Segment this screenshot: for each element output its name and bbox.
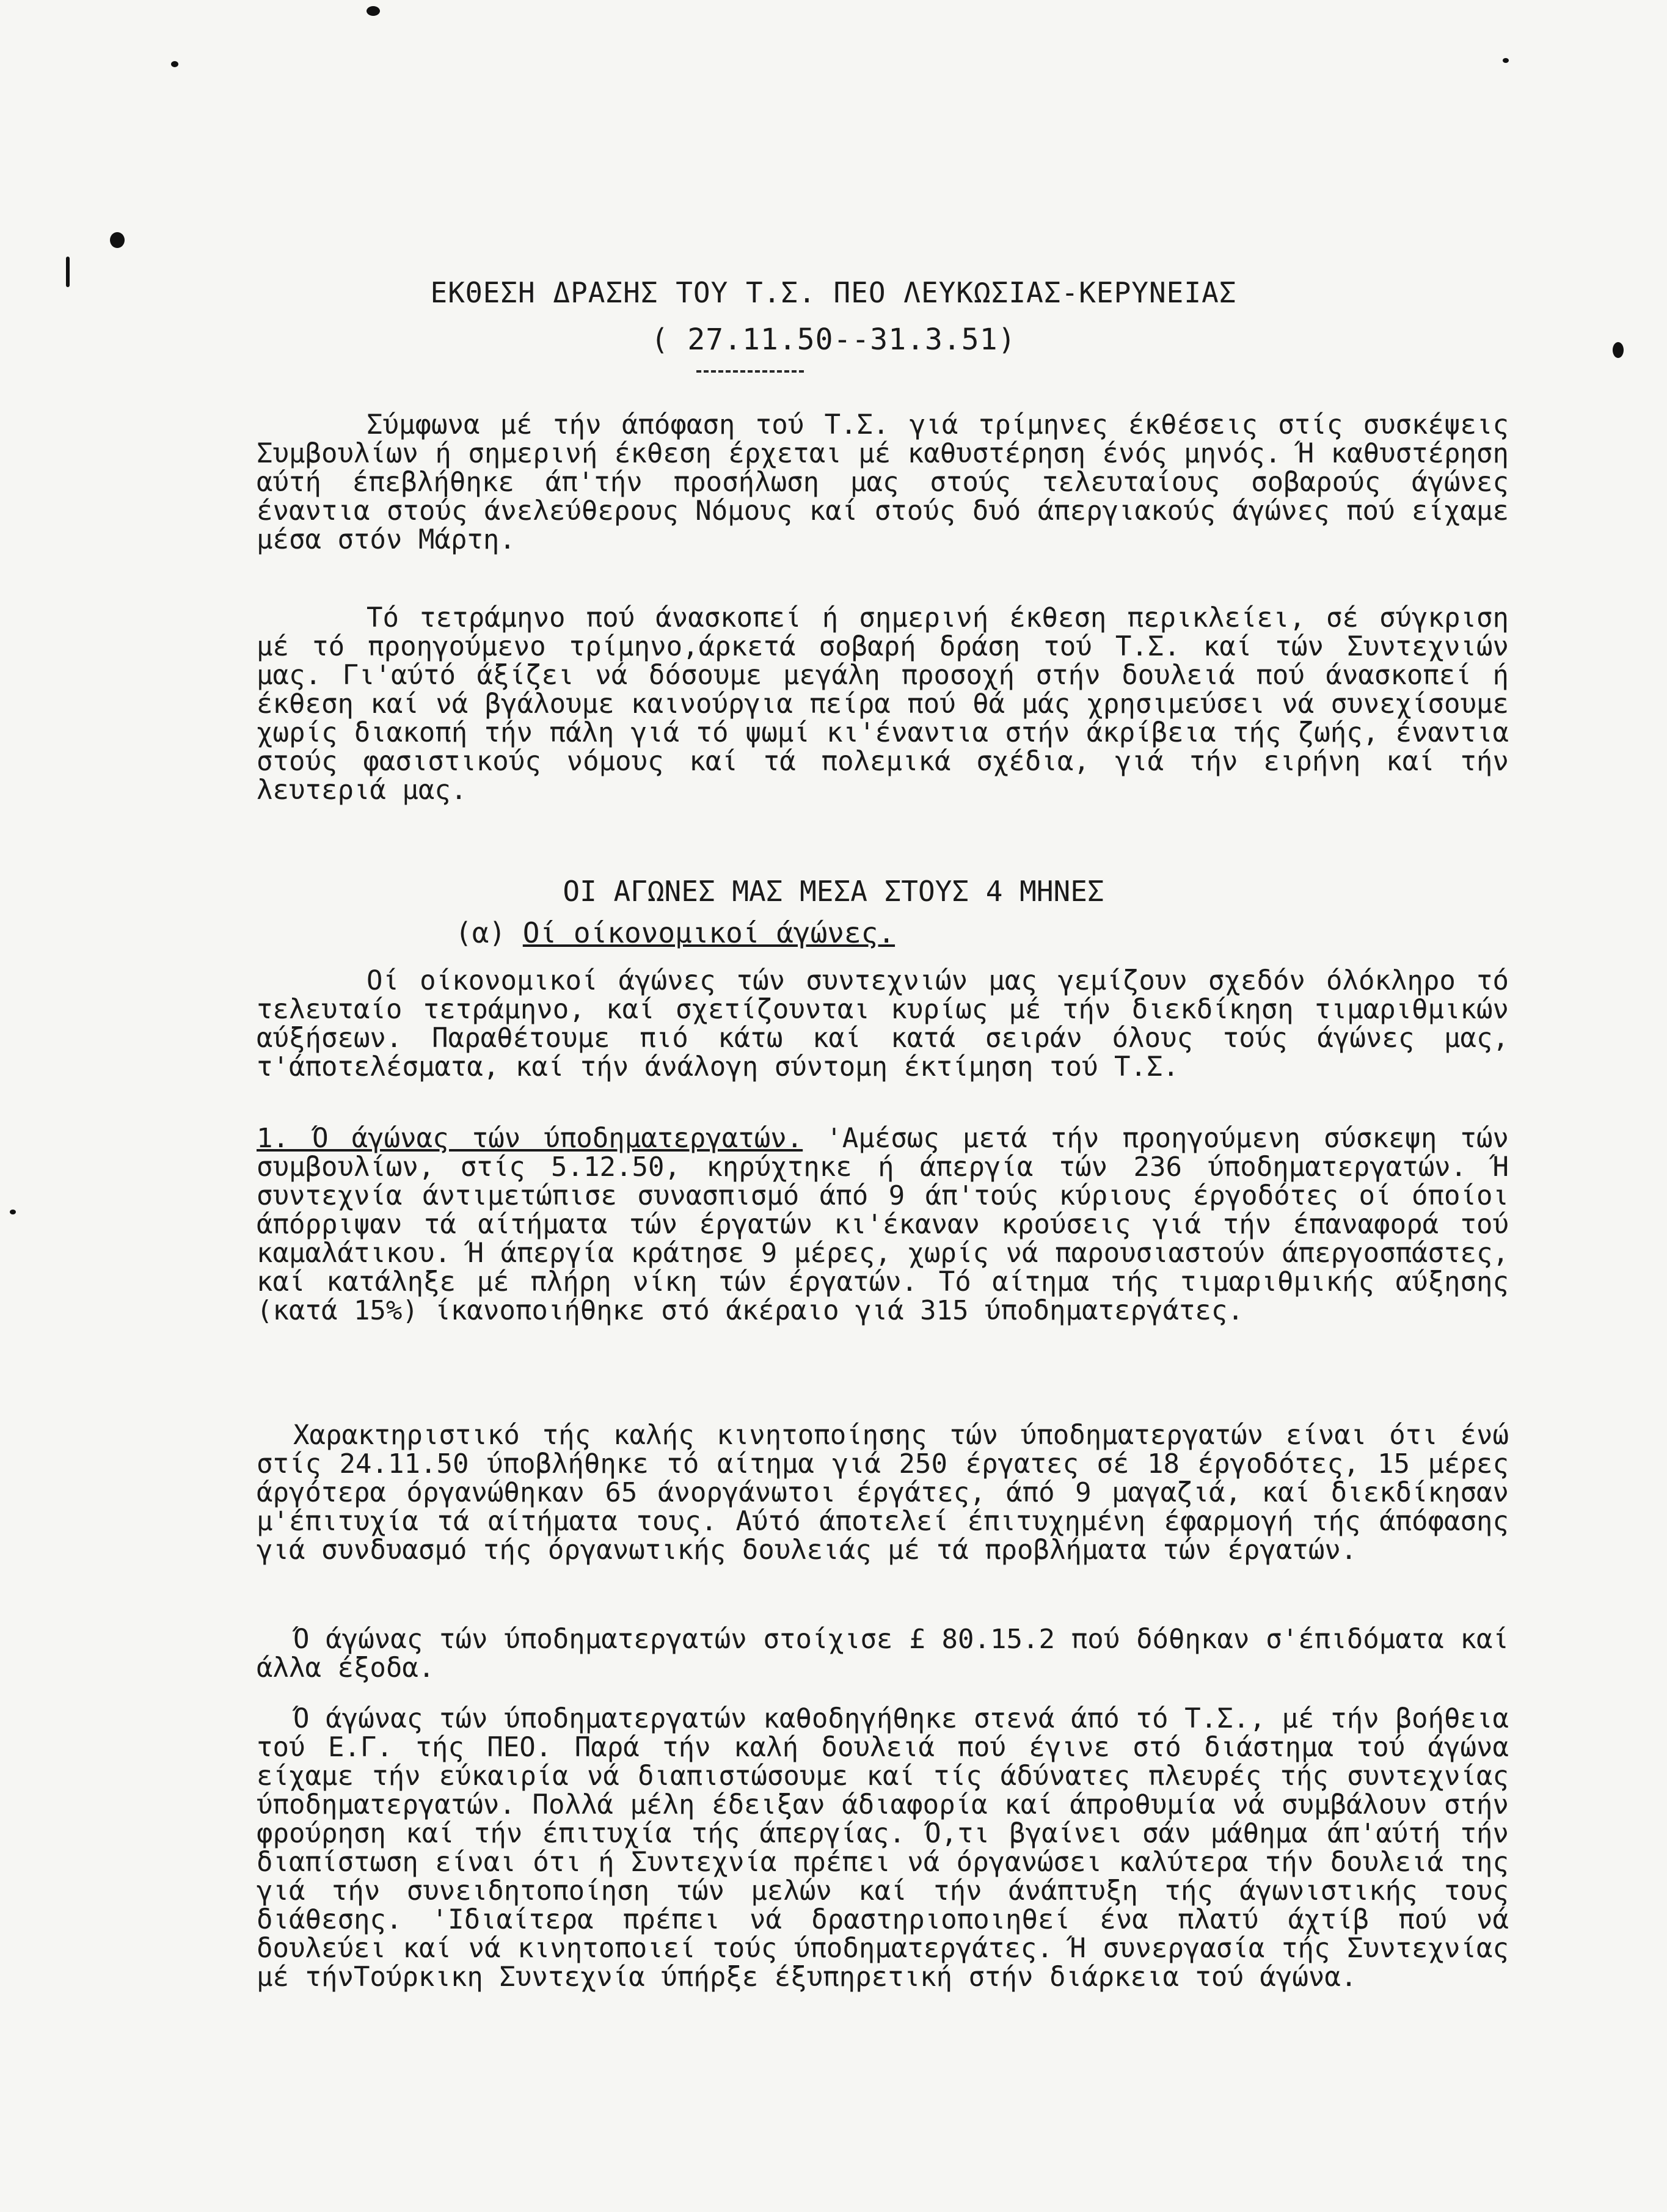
subsection-title: Οί οίκονομικοί άγώνες. — [522, 916, 896, 949]
scan-speck — [1613, 342, 1624, 358]
intro-paragraph-2-text: Τό τετράμηνο πού άνασκοπεί ή σημερινή έκθεση περικλείει, σέ σύγκριση μέ τό προηγούμενο τρίμηνο,άρκετά σοβαρή δράση τού Τ.Σ. καί τών Συντεχνιών μας. Γι'αύτό άξίζει νά δόσουμε μεγάλη προσοχή στήν δουλειά πού άνασκοπεί ή έκθεση καί νά βγάλουμε καινούργια πείρα πού θά μάς χρησιμεύσει νά συνεχίσουμε χωρίς διακοπή τήν πάλη γιά τό ψωμί κι'έναντια στήν άκρίβεια τής ζωής, έναντια στούς φασιστικούς νόμους καί τά πολεμικά σχέδια, γιά τήν ειρήνη καί τήν λευτεριά μας. — [257, 602, 1509, 806]
item-1-text: 'Αμέσως μετά τήν προηγούμενη σύσκεψη τών συμβουλίων, στίς 5.12.50, κηρύχτηκε ή άπεργία τών 236 ύποδηματεργατών. Ή συντεχνία άντιμετώπισε συνασπισμό άπό 9 άπ'τούς κύριους έργοδότες οί όποίοι άπόρριψαν τά αίτήματα τών έργατών κι'έκαναν κρούσεις γιά τήν έπαναφορά τού καμαλάτικου. Ή άπεργία κράτησε 9 μέρες, χωρίς νά παρουσιαστούν άπεργοσπάστες, καί κατάληξε μέ πλήρη νίκη τών έργατών. Τό αίτημα τής τιμαριθμικής αύξησης (κατά 15%) ίκανοποιήθηκε στό άκέραιο γιά 315 ύποδηματεργάτες. — [257, 1123, 1509, 1326]
scan-speck — [171, 61, 178, 67]
item-1-paragraph-2 — [257, 1421, 1509, 1564]
section-heading: ΟΙ ΑΓΩΝΕΣ ΜΑΣ ΜΕΣΑ ΣΤΟΥΣ 4 ΜΗΝΕΣ — [563, 875, 1104, 908]
separator-line — [696, 370, 804, 373]
document-title: ΕΚΘΕΣΗ ΔΡΑΣΗΣ ΤΟΥ Τ.Σ. ΠΕΟ ΛΕΥΚΩΣΙΑΣ-ΚΕΡΥΝΕΙΑΣ — [430, 276, 1237, 309]
intro-paragraph-1 — [257, 411, 1509, 554]
scan-speck — [10, 1210, 16, 1214]
scan-speck — [1503, 58, 1509, 63]
econ-paragraph-1-text: Οί οίκονομικοί άγώνες τών συντεχνιών μας γεμίζουν σχεδόν όλόκληρο τό τελευταίο τετράμηνο, καί σχετίζουνται κυρίως μέ τήν διεκδίκηση τιμαριθμικών αύξήσεων. Παραθέτουμε πιό κάτω καί κατά σειράν όλους τούς άγώνες μας, τ'άποτελέσματα, καί τήν άνάλογη σύντομη έκτίμηση τού Τ.Σ. — [257, 965, 1509, 1082]
scan-speck — [66, 257, 70, 287]
scan-speck — [367, 6, 380, 16]
intro-paragraph-1-text: Σύμφωνα μέ τήν άπόφαση τού Τ.Σ. γιά τρίμηνες έκθέσεις στίς συσκέψεις Συμβουλίων ή σημερινή έκθεση έρχεται μέ καθυστέρηση ένός μηνός. Ή καθυστέρηση αύτή έπεβλήθηκε άπ'τήν προσήλωση μας στούς τελευταίους σοβαρούς άγώνες έναντια στούς άνελεύθερους Νόμους καί στούς δυό άπεργιακούς άγώνες πού είχαμε μέσα στόν Μάρτη. — [257, 409, 1509, 555]
subsection-heading — [455, 916, 895, 949]
subsection-prefix: (α) — [455, 916, 523, 949]
econ-paragraph-1 — [257, 966, 1509, 1081]
item-1-label: 1. Ό άγώνας τών ύποδηματεργατών. — [257, 1123, 803, 1154]
item-1-paragraph-3 — [257, 1625, 1509, 1682]
scan-speck — [110, 232, 125, 248]
item-1-paragraph-4 — [257, 1704, 1509, 1991]
item-1-paragraph-3-text: Ό άγώνας τών ύποδηματεργατών στοίχισε £ 80.15.2 πού δόθηκαν σ'έπιδόματα καί άλλα έξοδα. — [257, 1624, 1509, 1684]
item-1-paragraph-2-text: Χαρακτηριστικό τής καλής κινητοποίησης τών ύποδηματεργατών είναι ότι ένώ στίς 24.11.50 ύποβλήθηκε τό αίτημα γιά 250 έργατες σέ 18 έργοδότες, 15 μέρες άργότερα όργανώθηκαν 65 άνοργάνωτοι έργάτες, άπό 9 μαγαζιά, καί διεκδίκησαν μ'έπιτυχία τά αίτήματα τους. Αύτό άποτελεί έπιτυχημένη έφαρμογή τής άπόφασης γιά συνδυασμό τής όργανωτικής δουλειάς μέ τά προβλήματα τών έργατών. — [257, 1420, 1509, 1566]
document-period: ( 27.11.50--31.3.51) — [651, 323, 1016, 357]
intro-paragraph-2 — [257, 604, 1509, 805]
item-1-paragraph — [257, 1124, 1509, 1325]
item-1-paragraph-4-text: Ό άγώνας τών ύποδηματεργατών καθοδηγήθηκε στενά άπό τό Τ.Σ., μέ τήν βοήθεια τού Ε.Γ. τής ΠΕΟ. Παρά τήν καλή δουλειά πού έγινε στό διάστημα τού άγώνα είχαμε τήν εύκαιρία νά διαπιστώσουμε καί τίς άδύνατες πλευρές τής συντεχνίας ύποδηματεργατών. Πολλά μέλη έδειξαν άδιαφορία καί άπροθυμία νά συμβάλουν στήν φρούρηση καί τήν έπιτυχία τής άπεργίας. Ό,τι βγαίνει σάν μάθημα άπ'αύτή τήν διαπίστωση είναι ότι ή Συντεχνία πρέπει νά όργανώσει καλύτερα τήν δουλειά της γιά τήν συνειδητοποίηση τών μελών καί τήν άνάπτυξη τής άγωνιστικής τους διάθεσης. 'Ιδιαίτερα πρέπει νά δραστηριοποιηθεί ένα πλατύ άχτίβ πού νά δουλεύει καί νά κινητοποιεί τούς ύποδηματεργάτες. Ή συνεργασία τής Συντεχνίας μέ τήνΤούρκικη Συντεχνία ύπήρξε έξυπηρετική στήν διάρκεια τού άγώνα. — [257, 1703, 1509, 1993]
